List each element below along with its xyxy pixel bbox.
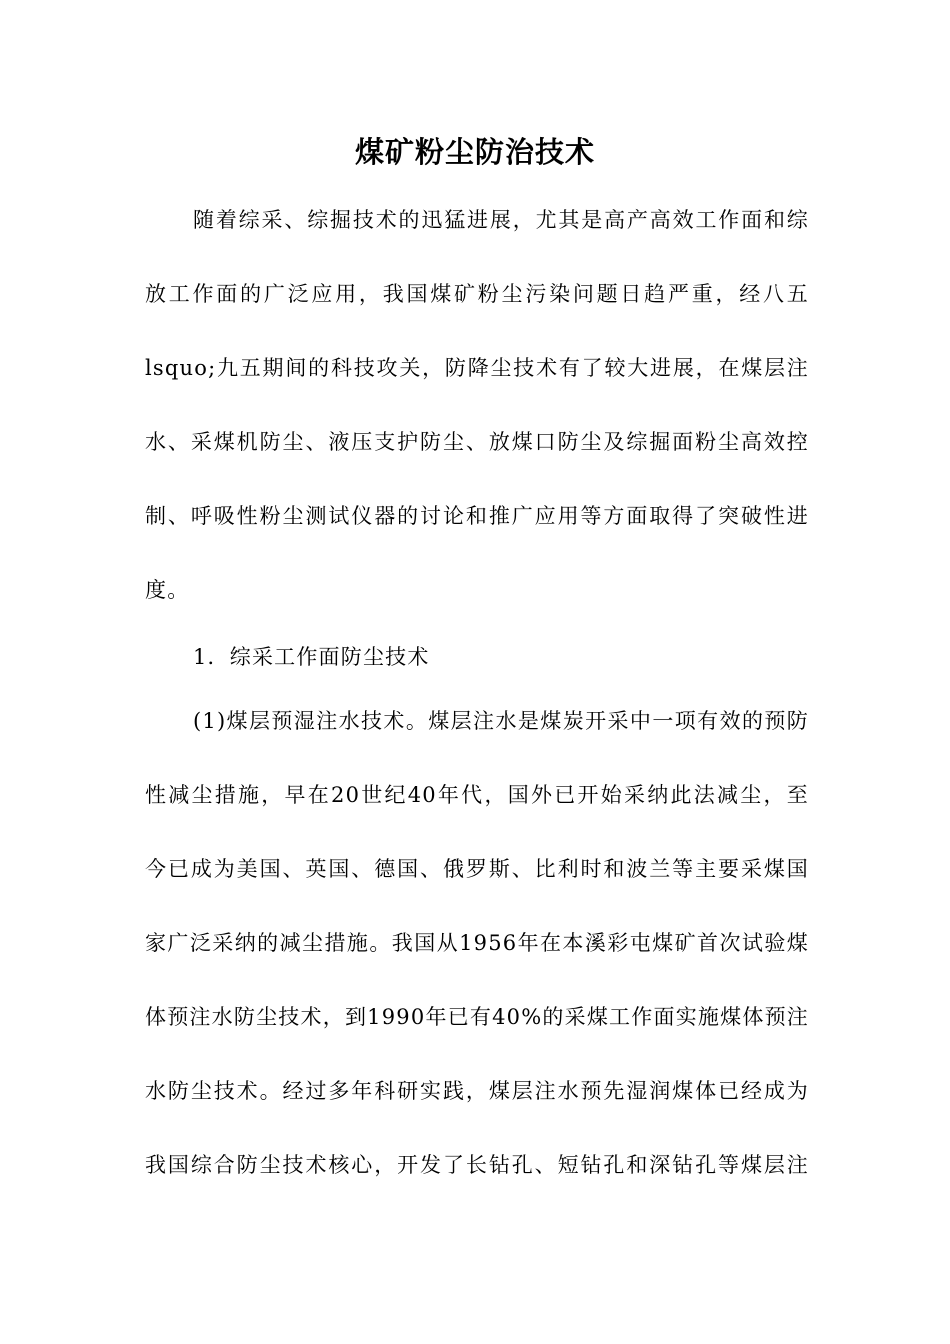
paragraph-line: lsquo;九五期间的科技攻关，防降尘技术有了较大进展，在煤层注: [145, 356, 809, 380]
paragraph-line: 制、呼吸性粉尘测试仪器的讨论和推广应用等方面取得了突破性进: [145, 504, 809, 528]
paragraph-line: 家广泛采纳的减尘措施。我国从1956年在本溪彩屯煤矿首次试验煤: [145, 931, 809, 955]
paragraph-line: 体预注水防尘技术，到1990年已有40%的采煤工作面实施煤体预注: [145, 1005, 809, 1029]
paragraph-line: 性减尘措施，早在20世纪40年代，国外已开始采纳此法减尘，至: [145, 783, 809, 807]
intro-paragraph: [145, 183, 809, 627]
section-paragraph: [145, 684, 809, 1202]
section-heading-text: 1．综采工作面防尘技术: [193, 645, 430, 669]
paragraph-line: 随着综采、综掘技术的迅猛进展，尤其是高产高效工作面和综: [193, 208, 809, 232]
paragraph-line: 今已成为美国、英国、德国、俄罗斯、比利时和波兰等主要采煤国: [145, 857, 809, 881]
paragraph-line: (1)煤层预湿注水技术。煤层注水是煤炭开采中一项有效的预防: [193, 709, 809, 733]
paragraph-line: 放工作面的广泛应用，我国煤矿粉尘污染问题日趋严重，经八五: [145, 282, 809, 306]
document-title: 煤矿粉尘防治技术: [354, 135, 595, 169]
paragraph-line: 度。: [145, 578, 190, 602]
paragraph-line: 水防尘技术。经过多年科研实践，煤层注水预先湿润煤体已经成为: [145, 1079, 809, 1103]
paragraph-line: 我国综合防尘技术核心，开发了长钻孔、短钻孔和深钻孔等煤层注: [145, 1153, 809, 1177]
section-heading: [145, 620, 809, 694]
paragraph-line: 水、采煤机防尘、液压支护防尘、放煤口防尘及综掘面粉尘高效控: [145, 430, 809, 454]
